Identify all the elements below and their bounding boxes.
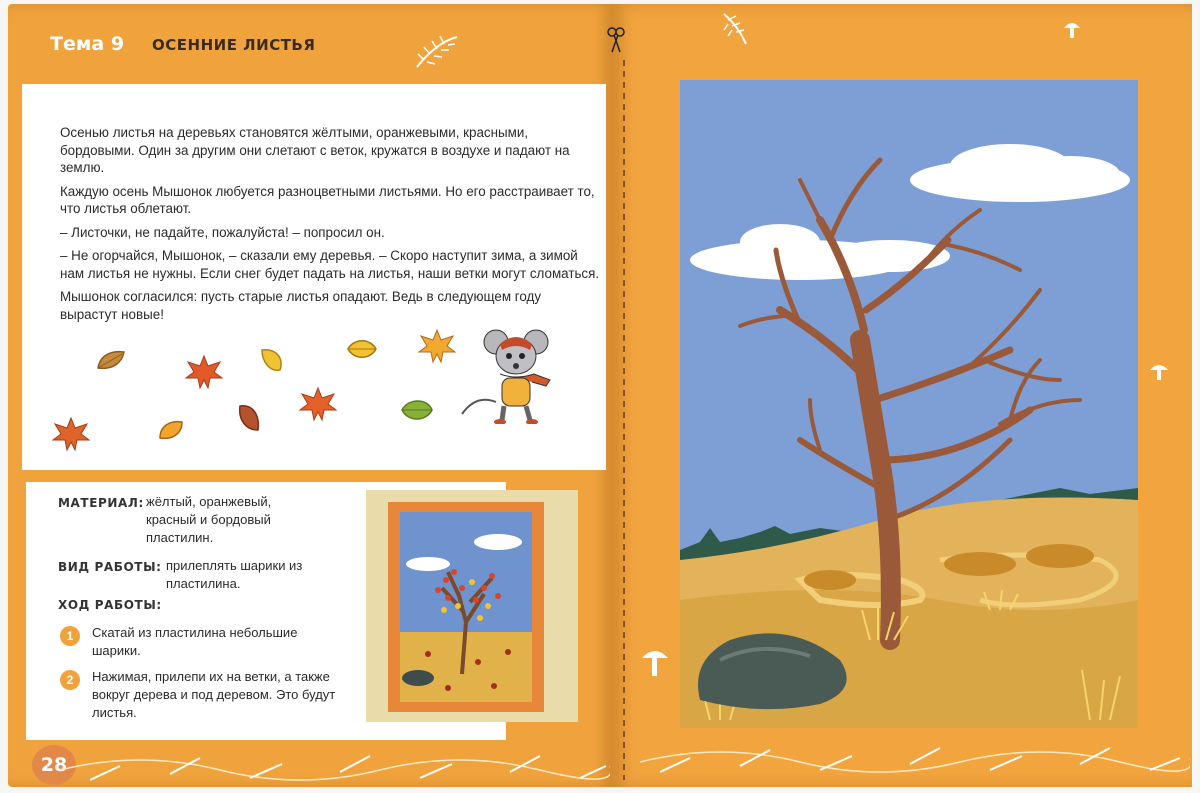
page-number: 28 bbox=[32, 745, 76, 785]
story-paragraph: – Листочки, не падайте, пожалуйста! – попросил он. bbox=[60, 224, 385, 240]
maple-leaf-icon bbox=[52, 416, 90, 452]
cut-line bbox=[622, 60, 626, 780]
work-type-text: прилеплять шарики из пластилина. bbox=[166, 558, 303, 591]
birch-leaf-icon bbox=[258, 346, 286, 374]
procedure-label: ХОД РАБОТЫ: bbox=[58, 598, 162, 612]
story-paragraph: Каждую осень Мышонок любуется разноцветными листьями. Но его расстраивает то, что листья облетают. bbox=[60, 183, 595, 216]
oak-leaf-icon bbox=[234, 402, 264, 434]
maple-leaf-icon bbox=[418, 328, 456, 364]
step-number-badge: 2 bbox=[60, 670, 80, 690]
finished-craft-photo bbox=[366, 490, 578, 722]
material-label: МАТЕРИАЛ: bbox=[58, 496, 144, 510]
story-panel bbox=[22, 84, 606, 470]
birch-leaf-icon bbox=[156, 418, 186, 444]
birch-leaf-icon bbox=[344, 336, 380, 362]
story-paragraph: Осенью листья на деревьях становятся жёлтыми, оранжевыми, красными, бордовыми. Один за другим они слетают с веток, кружатся в воздухе и падают на землю. bbox=[60, 125, 570, 175]
step-text: Нажимая, прилепи их на ветки, а также вокруг дерева и под деревом. Это будут листья. bbox=[92, 669, 336, 720]
mushroom-icon bbox=[1062, 18, 1082, 40]
step-text: Скатай из пластилина небольшие шарики. bbox=[92, 625, 298, 658]
topic-title: ОСЕННИЕ ЛИСТЬЯ bbox=[152, 36, 316, 54]
story-text bbox=[60, 124, 600, 329]
feather-garland-icon bbox=[640, 722, 1190, 786]
work-type-label: ВИД РАБОТЫ: bbox=[58, 560, 162, 574]
topic-header bbox=[50, 33, 315, 55]
story-paragraph: Мышонок согласился: пусть старые листья опадают. Ведь в следующем году вырастут новые! bbox=[60, 289, 542, 322]
feather-icon bbox=[412, 32, 462, 72]
feather-garland-icon bbox=[60, 730, 610, 790]
mushroom-icon bbox=[640, 644, 670, 680]
mouse-character-icon bbox=[456, 324, 556, 424]
step-number-badge: 1 bbox=[60, 626, 80, 646]
craft-picture bbox=[388, 502, 544, 712]
topic-number: Тема 9 bbox=[50, 33, 125, 55]
oak-leaf-icon bbox=[94, 346, 130, 374]
feather-icon bbox=[720, 12, 750, 46]
maple-leaf-icon bbox=[298, 386, 338, 422]
autumn-tree-scene bbox=[680, 80, 1138, 728]
maple-leaf-icon bbox=[184, 354, 224, 390]
mushroom-icon bbox=[1148, 360, 1170, 382]
craft-frame bbox=[388, 502, 544, 712]
story-paragraph: – Не огорчайся, Мышонок, – сказали ему деревья. – Скоро наступит зима, а зимой нам листья не нужны. Если снег будет падать на листья, наши ветки могут сломаться. bbox=[60, 248, 600, 281]
oak-leaf-icon bbox=[398, 396, 436, 424]
material-text: жёлтый, оранжевый, красный и бордовый пластилин. bbox=[146, 494, 272, 545]
scissors-icon bbox=[606, 26, 626, 54]
